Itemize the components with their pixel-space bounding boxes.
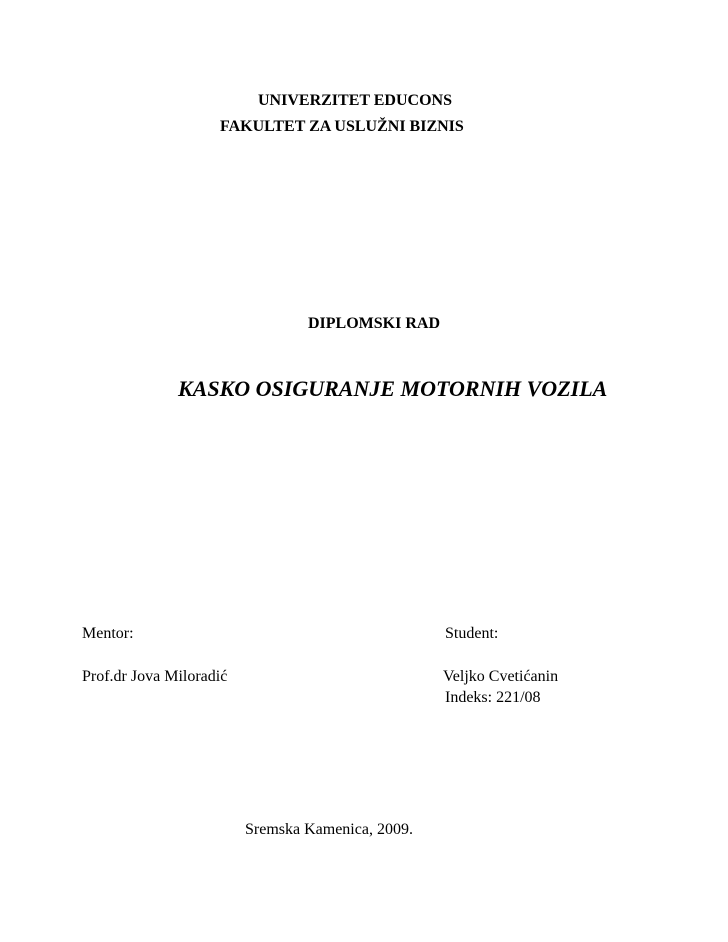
thesis-type: DIPLOMSKI RAD	[308, 315, 441, 332]
student-label: Student:	[445, 625, 499, 642]
student-name: Veljko Cvetićanin	[443, 668, 559, 685]
university-name: UNIVERZITET EDUCONS	[258, 92, 452, 109]
mentor-label: Mentor:	[82, 625, 134, 642]
mentor-name: Prof.dr Jova Miloradić	[82, 668, 228, 685]
student-index: Indeks: 221/08	[445, 689, 541, 706]
thesis-title: KASKO OSIGURANJE MOTORNIH VOZILA	[178, 376, 608, 401]
faculty-name: FAKULTET ZA USLUŽNI BIZNIS	[220, 118, 464, 135]
place-and-date: Sremska Kamenica, 2009.	[245, 821, 413, 838]
